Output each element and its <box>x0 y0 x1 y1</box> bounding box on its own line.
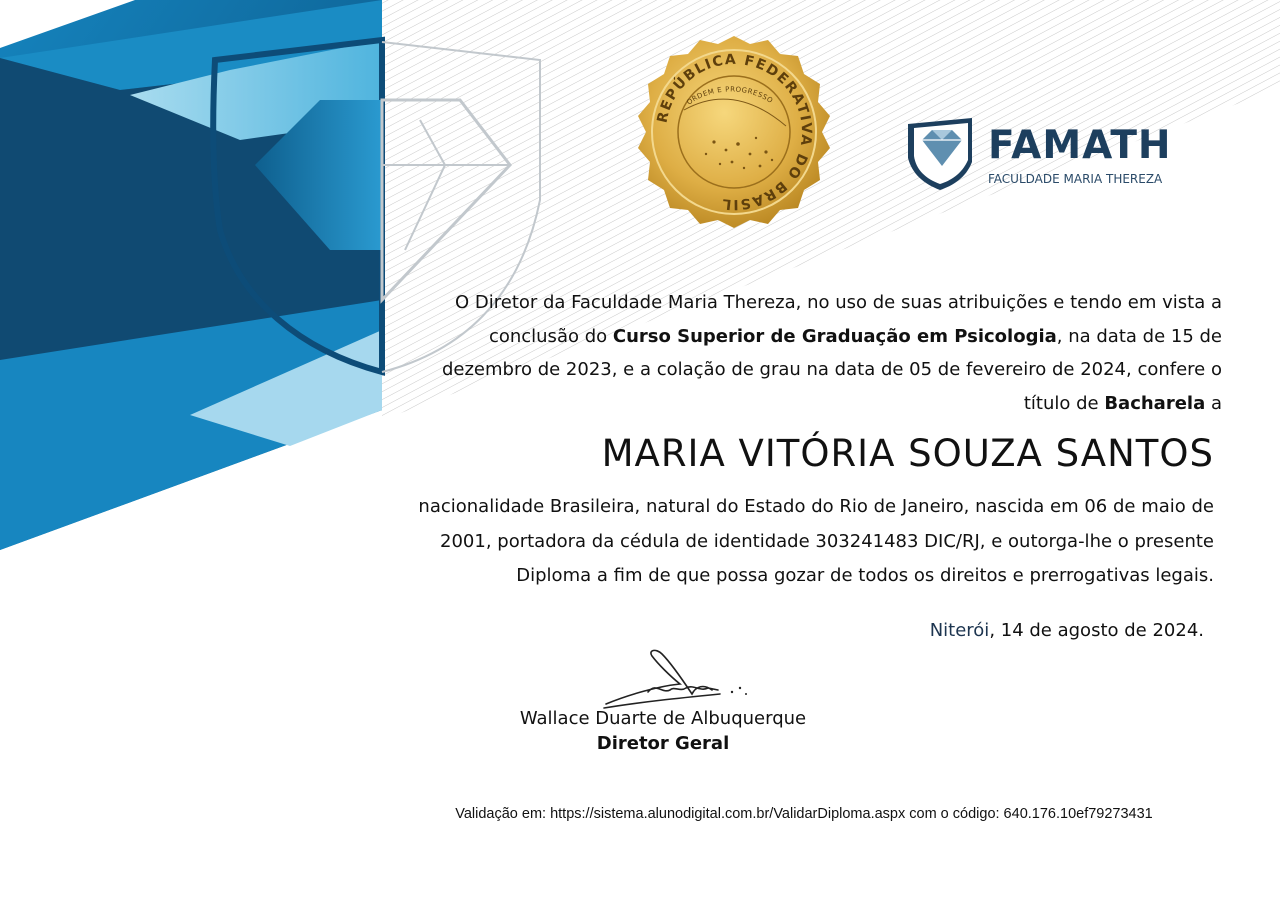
intro-text-2: , na data de 15 de dezembro de 2023, e a colação de grau na data de 05 de fevereiro de 2024, confere o título de <box>441 325 1222 414</box>
graduate-name: MARIA VITÓRIA SOUZA SANTOS <box>601 432 1214 475</box>
course-name: Curso Superior de Graduação em Psicologia <box>612 325 1057 347</box>
seal-inner-text: ORDEM E PROGRESSO <box>685 85 775 107</box>
intro-text-1: O Diretor da Faculdade Maria Thereza, no uso de suas atribuições e tendo em vista a conclusão do <box>454 292 1222 347</box>
place-date <box>700 620 1204 641</box>
republic-seal <box>636 34 832 230</box>
shield-diamond-icon <box>904 118 976 190</box>
signer-name: Wallace Duarte de Albuquerque <box>519 708 807 729</box>
intro-paragraph <box>420 286 1222 420</box>
logo-name: FAMATH <box>988 123 1172 168</box>
graduate-details: nacionalidade Brasileira, natural do Estado do Rio de Janeiro, nascida em 06 de maio de 2001, portadora da cédula de identidade 303241483 DIC/RJ, e outorga-lhe o presente Diploma a fim de que possa gozar de todos os direitos e prerrogativas legais. <box>418 496 1214 586</box>
logo-subtitle: FACULDADE MARIA THEREZA <box>988 172 1163 186</box>
famath-logo <box>904 114 1174 194</box>
degree-title: Bacharela <box>1104 392 1206 414</box>
intro-text-3: a <box>1205 392 1222 414</box>
validation-text: Validação em: https://sistema.alunodigital.com.br/ValidarDiploma.aspx com o código: 640.176.10ef79273431 <box>455 806 1153 822</box>
seal-outer-text: REPÚBLICA FEDERATIVA DO BRASIL <box>654 51 815 213</box>
place-city: Niterói <box>929 620 990 641</box>
issue-date: , 14 de agosto de 2024. <box>989 620 1204 641</box>
signer-block <box>480 706 846 756</box>
signer-role: Diretor Geral <box>596 733 730 754</box>
